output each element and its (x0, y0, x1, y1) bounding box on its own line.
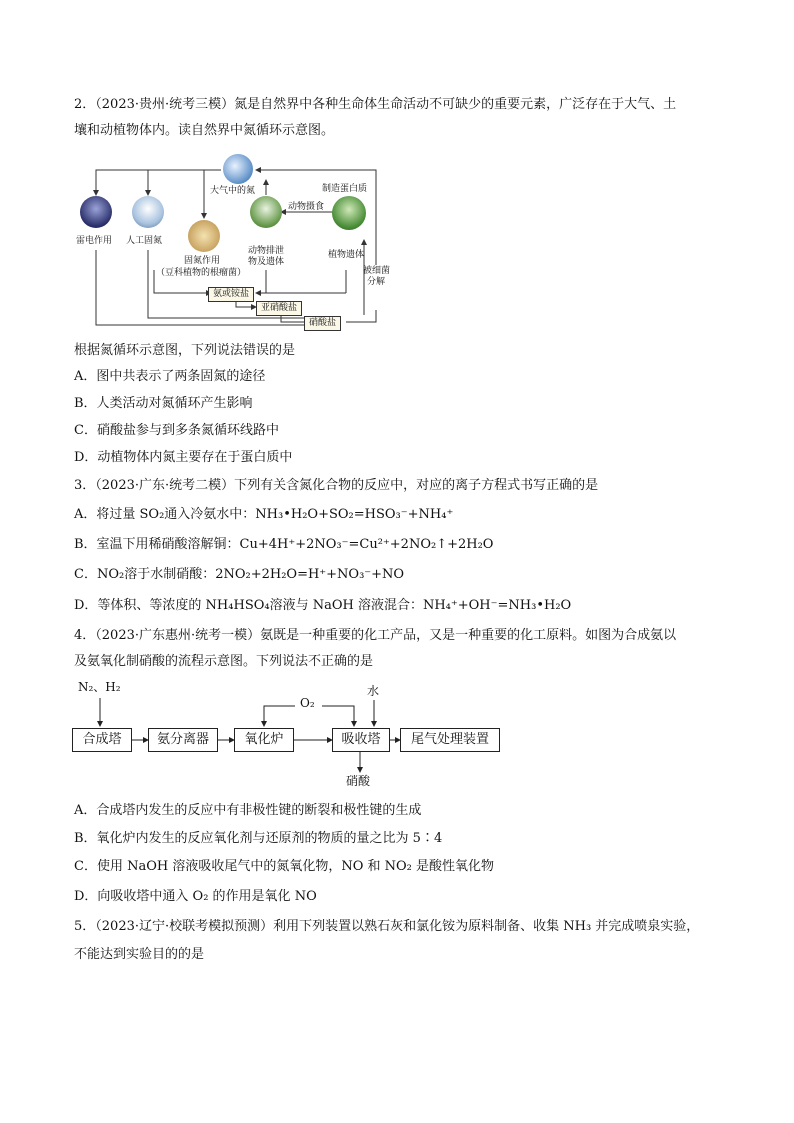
flow-o2-label: O₂ (300, 696, 315, 710)
q5-stem-line1: 5．（2023·辽宁·校联考模拟预测）利用下列装置以熟石灰和氯化铵为原料制备、收集 NH₃ 并完成喷泉实验， (74, 919, 700, 934)
plant-image (332, 196, 366, 230)
label-animal-waste1: 动物排泄 (248, 246, 285, 256)
q2-option-d[interactable]: D．动植物体内氮主要存在于蛋白质中 (74, 450, 293, 465)
q4-stem-line2: 及氨氧化制硝酸的流程示意图。下列说法不正确的是 (74, 654, 374, 669)
q2-option-c[interactable]: C．硝酸盐参与到多条氮循环线路中 (74, 423, 279, 438)
q3-option-b[interactable]: B．室温下用稀硝酸溶解铜：Cu+4H⁺+2NO₃⁻=Cu²⁺+2NO₂↑+2H₂O (74, 537, 494, 552)
flow-input-label: N₂、H₂ (78, 680, 121, 694)
animal-image (250, 196, 282, 228)
q3-option-d[interactable]: D．等体积、等浓度的 NH₄HSO₄溶液与 NaOH 溶液混合：NH₄⁺+OH⁻=NH₃•H₂O (74, 598, 572, 613)
q2-stem-line1: 2．（2023·贵州·统考三模）氮是自然界中各种生命体生命活动不可缺少的重要元素，广泛存在于大气、土 (74, 97, 677, 112)
q4-option-b[interactable]: B．氧化炉内发生的反应氧化剂与还原剂的物质的量之比为 5∶4 (74, 831, 443, 846)
label-bacteria2: 分解 (367, 277, 386, 287)
q4-option-a[interactable]: A．合成塔内发生的反应中有非极性键的断裂和极性键的生成 (74, 803, 422, 818)
q4-option-d[interactable]: D．向吸收塔中通入 O₂ 的作用是氧化 NO (74, 889, 317, 904)
flow-water-label: 水 (367, 684, 380, 698)
label-atmosphere: 大气中的氮 (210, 186, 256, 196)
q2-option-a[interactable]: A．图中共表示了两条固氮的途径 (74, 369, 266, 384)
flow-acid-label: 硝酸 (346, 774, 371, 788)
atmosphere-image (223, 154, 253, 184)
label-plant-remains: 植物遗体 (328, 250, 365, 260)
q5-stem-line2: 不能达到实验目的的是 (74, 947, 205, 962)
label-animal-eat: 动物摄食 (288, 202, 325, 212)
q2-stem-line2: 壤和动植物体内。读自然界中氮循环示意图。 (74, 123, 335, 138)
flow-box-oxidizer: 氧化炉 (234, 728, 294, 752)
lightning-image (80, 196, 112, 228)
label-fixation2: （豆科植物的根瘤菌） (156, 268, 247, 278)
flow-box-separator: 氨分离器 (148, 728, 218, 752)
q3-stem: 3．（2023·广东·统考二模）下列有关含氮化合物的反应中，对应的离子方程式书写正确的是 (74, 478, 599, 493)
q4-option-c[interactable]: C．使用 NaOH 溶液吸收尾气中的氮氧化物，NO 和 NO₂ 是酸性氧化物 (74, 859, 495, 874)
label-artificial: 人工固氮 (126, 236, 163, 246)
ammonia-flow-diagram (70, 676, 510, 796)
q3-option-c[interactable]: C．NO₂溶于水制硝酸：2NO₂+2H₂O=H⁺+NO₃⁻+NO (74, 567, 405, 582)
factory-image (132, 196, 164, 228)
q4-stem-line1: 4．（2023·广东惠州·统考一模）氨既是一种重要的化工产品，又是一种重要的化工原料。如图为合成氨以 (74, 628, 677, 643)
label-fixation1: 固氮作用 (184, 256, 221, 266)
label-make-protein: 制造蛋白质 (322, 184, 368, 194)
q2-option-b[interactable]: B．人类活动对氮循环产生影响 (74, 396, 253, 411)
label-bacteria1: 被细菌 (363, 266, 391, 276)
flow-box-synthesis: 合成塔 (72, 728, 132, 752)
nitrite-box: 亚硝酸盐 (256, 301, 302, 316)
q2-question: 根据氮循环示意图，下列说法错误的是 (74, 343, 296, 358)
nitrogen-cycle-diagram (76, 150, 396, 330)
flow-box-absorber: 吸收塔 (332, 728, 390, 752)
nitrate-box: 硝酸盐 (304, 316, 341, 331)
label-animal-waste2: 物及遗体 (248, 257, 285, 267)
root-nodule-image (188, 220, 220, 252)
q3-option-a[interactable]: A．将过量 SO₂通入冷氨水中：NH₃•H₂O+SO₂=HSO₃⁻+NH₄⁺ (74, 507, 454, 522)
ammonium-box: 氨或铵盐 (208, 287, 254, 302)
label-lightning: 雷电作用 (76, 236, 113, 246)
flow-box-tailgas: 尾气处理装置 (400, 728, 500, 752)
